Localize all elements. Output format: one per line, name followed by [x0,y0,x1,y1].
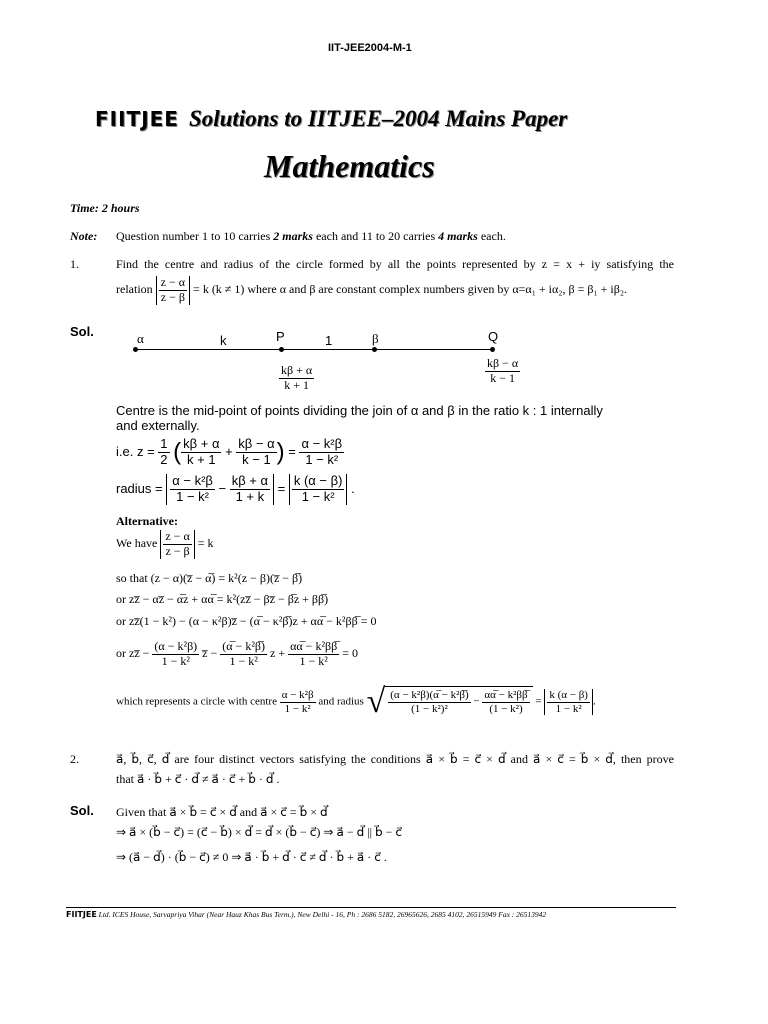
point-alpha [133,347,138,352]
ie-f1-den: k + 1 [181,452,221,468]
ie-res-num: α − k²β [301,436,343,451]
r-f1-den: 1 − k² [170,489,215,505]
footer-rule [66,907,676,908]
label-p: P [276,329,285,344]
or3-f1-den: 1 − k² [152,654,199,669]
rad-f2-den: (1 − k²) [482,702,529,716]
q1-relation-fraction [156,276,190,305]
or-line-1: or zz̅ − αz̅ − α̅z + αα̅ = k²(zz̅ − βz̅ − β̅z + ββ̅) [116,592,329,606]
rad-f1-num: (α − k²β)(α̅ − k²β̅) [390,689,469,702]
we-have-label: We have [116,536,158,551]
wc-num: α − k²β [281,688,314,701]
half-den: 2 [160,451,168,467]
q1-rel-den: z − β [159,290,187,305]
radius-equation: radius = $\frac{\text{α − k²β}}{\text{1 − k²}}$ − $\frac{k\beta + \alpha}{1 + k}$ = $\frac{k (\alpha - \beta)}{\text{1 − k²}}$ . [116,473,355,504]
or3-f2-num: (α̅ − k²β̅) [222,639,266,653]
page-code: IIT-JEE2004-M-1 [328,42,412,54]
q1-rel-num: z − α [160,275,186,289]
page-title: Solutions to IITJEE–2004 Mains Paper [188,106,568,131]
centre-line1: Centre is the mid-point of points dividing the join of α and β in the ratio k : 1 internally [116,403,603,418]
label-beta: β [372,331,379,346]
note-text-mid: each and 11 to 20 carries [312,229,439,243]
q2-line2: that a⃗ · b⃗ + c⃗ · d⃗ ≠ a⃗ · c⃗ + b⃗ · d⃗ . [116,772,280,786]
or-line-3 [116,640,358,669]
q1-relation-rest: = k (k ≠ 1) where α and β are constant complex numbers given by α=α₁ + iα₂, β = β₁ + iβ₂. [193,282,628,297]
or3-f1-num: (α − k²β) [154,639,198,653]
footer-address: Ltd. ICES House, Sarvapriya Vihar (Near Hauz Khas Bus Term.), New Delhi - 16, Ph : 2686 5182, 26965626, 2685 4102, 26515949 Fax : 26513942 [98,910,547,919]
centre-equation: i.e. z = $\frac{1}{2}$ ( $\frac{k\beta + \alpha}{k + 1}$ + $\frac{k\beta - \alpha}{k - 1}$ ) = $\frac{\text{α − k²β}}{\text{1 − k²}}$ [116,436,343,467]
sol2-label: Sol. [70,803,94,818]
ie-f2-den: k − 1 [236,452,276,468]
label-q: Q [488,329,499,344]
or-line-2: or zz̅(1 − k²) − (α − κ²β)z̅ − (α̅ − κ²β̅)z + αα̅ − k²ββ̅ = 0 [116,614,377,628]
wh-den: z − β [163,544,191,559]
wh-num: z − α [165,529,190,543]
label-alpha: α [137,331,144,346]
point-beta [372,347,377,352]
or3-post: = 0 [342,646,359,661]
rad-res-den: 1 − k² [547,702,590,716]
sol2-line2: ⇒ a⃗ × (b⃗ − c⃗) = (c⃗ − b⃗) × d⃗ = d⃗ × (b⃗ − c⃗) ⇒ a⃗ − d⃗ || b⃗ − c⃗ [116,825,402,839]
q1-relation-label: relation [116,282,153,297]
or3-mid1: z̅ − [202,646,218,661]
which-represents-line: which represents a circle with centre $\frac{\text{α − k²β}}{\text{1 − k²}}$ and radius √ $\frac{\text{(α − k²β)(α̅ − k²β̅)}}{\text{(1 − k²)²}}$ − $\frac{\text{αα̅ − k²ββ̅}}{\text{(1 − k²)}}$ = $\frac{k (\alpha - \beta)}{\text{1 − k²}}$ . [116,683,596,720]
radius-label: radius = [116,480,163,496]
sol2-line3: ⇒ (a⃗ − d⃗) · (b⃗ − c⃗) ≠ 0 ⇒ a⃗ · b⃗ + d⃗ · c⃗ ≠ d⃗ · b⃗ + a⃗ · c⃗ . [116,850,387,864]
sqrt-sign: √ [366,683,386,720]
rad-f2-num: αα̅ − k²ββ̅ [484,689,528,702]
r-f1-num: α − k²β [172,473,213,488]
r-res-num: k (α − β) [293,473,343,488]
which-pre: which represents a circle with centre [116,695,277,708]
p-num: kβ + α [281,363,313,377]
or3-f3-den: 1 − k² [288,654,339,669]
wc-den: 1 − k² [280,702,316,716]
q1-line1: Find the centre and radius of the circle formed by all the points represented by z = x + iy satisfying the [116,257,674,271]
title-block [95,106,567,132]
rad-res-num: k (α − β) [549,688,588,701]
sol2-line1: Given that a⃗ × b⃗ = c⃗ × d⃗ and a⃗ × c⃗ = b⃗ × d⃗ [116,805,328,819]
q-fraction [485,357,520,386]
division-line [136,349,494,350]
note-bold-2: 4 marks [438,229,478,243]
footer-logo: FIITJEE [66,910,97,919]
p-fraction [279,364,314,393]
centre-line2: and externally. [116,418,200,433]
ie-f1-num: kβ + α [183,436,220,451]
fiitjee-logo: FIITJEE [95,107,179,131]
note-bold-1: 2 marks [273,229,313,243]
time-info: Time: 2 hours [70,201,140,215]
which-mid: and radius [318,695,364,708]
q2-number: 2. [70,752,79,766]
rad-f1-den: (1 − k²)² [388,702,470,716]
half-num: 1 [160,436,168,451]
subject-title: Mathematics [264,148,435,184]
r-res-den: 1 − k² [292,489,345,505]
footer [66,910,546,919]
q2-line1: a⃗, b⃗, c⃗, d⃗ are four distinct vectors satisfying the conditions a⃗ × b⃗ = c⃗ × d⃗ and a⃗ × c⃗ = b⃗ × d⃗, then prove [116,752,674,766]
label-one: 1 [325,333,333,348]
note-text [116,229,506,244]
or3-f3-num: αα̅ − k²ββ̅ [290,639,338,653]
ie-f2-num: kβ − α [238,436,275,451]
q-den: k − 1 [485,371,520,386]
note-text-pre: Question number 1 to 10 carries [116,229,274,243]
p-den: k + 1 [279,378,314,393]
label-k: k [220,333,227,348]
r-f2-num: kβ + α [231,473,269,488]
alternative-heading: Alternative: [116,514,178,528]
or3-f2-den: 1 − k² [220,654,267,669]
q1-number: 1. [70,257,79,271]
or3-pre: or zz̅ − [116,646,150,661]
ie-label: i.e. z = [116,443,155,459]
ie-res-den: 1 − k² [299,452,344,468]
point-q [490,347,495,352]
note-text-post: each. [477,229,506,243]
note-label: Note: [70,229,98,243]
we-have-line [116,530,214,559]
or3-mid2: z + [270,646,286,661]
q-num: kβ − α [487,356,519,370]
sol1-label: Sol. [70,324,94,339]
point-p [279,347,284,352]
so-that-line: so that (z − α)(z̅ − α̅) = k²(z − β)(z̅ − β̅) [116,571,303,585]
wh-post: = k [197,536,214,551]
r-f2-den: 1 + k [230,489,270,505]
q1-line2 [116,276,627,305]
